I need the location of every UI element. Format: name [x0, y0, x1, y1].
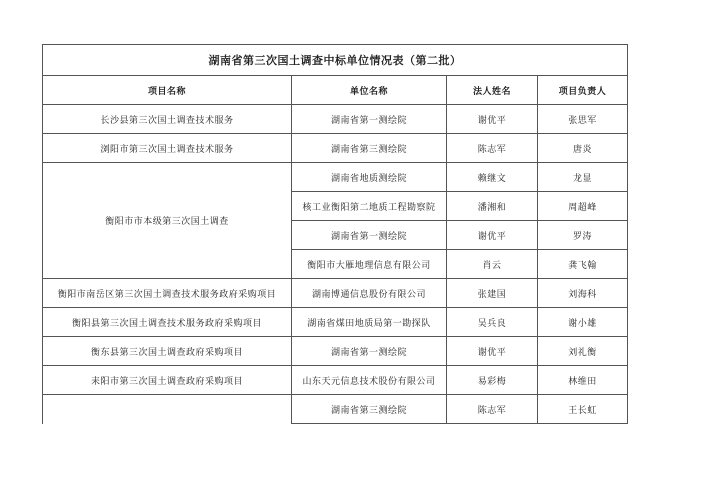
legal-rep-cell: 陈志军: [447, 134, 538, 163]
project-lead-cell: 龙显: [538, 163, 628, 192]
legal-rep-cell: 赖继文: [447, 163, 538, 192]
project-lead-cell: 周超峰: [538, 192, 628, 221]
table-title-row: [43, 45, 628, 76]
legal-rep-cell: 陈志军: [447, 395, 538, 424]
legal-rep-cell: 谢优平: [447, 221, 538, 250]
project-lead-cell: 王长虹: [538, 395, 628, 424]
header-legal-rep: 法人姓名: [447, 76, 538, 105]
legal-rep-cell: 张建国: [447, 279, 538, 308]
unit-name-cell: 湖南省煤田地质局第一勘探队: [292, 308, 447, 337]
unit-name-cell: 湖南省第三测绘院: [292, 134, 447, 163]
unit-name-cell: 湖南省第一测绘院: [292, 221, 447, 250]
document-sheet: [42, 44, 628, 424]
project-name-cell: [43, 395, 292, 424]
legal-rep-cell: 谢优平: [447, 337, 538, 366]
unit-name-cell: 湖南省第一测绘院: [292, 337, 447, 366]
page-cutoff: [40, 424, 640, 504]
project-name-cell: 衡阳市南岳区第三次国土调查技术服务政府采购项目: [43, 279, 292, 308]
project-lead-cell: 龚飞翰: [538, 250, 628, 279]
project-lead-cell: 唐炎: [538, 134, 628, 163]
project-lead-cell: 张思军: [538, 105, 628, 134]
project-name-cell: 长沙县第三次国土调查技术服务: [43, 105, 292, 134]
unit-name-cell: 核工业衡阳第二地质工程勘察院: [292, 192, 447, 221]
table-row: [43, 134, 628, 163]
project-lead-cell: 刘礼衡: [538, 337, 628, 366]
table-row: [43, 337, 628, 366]
table-row: [43, 366, 628, 395]
winning-units-table: [42, 44, 628, 424]
unit-name-cell: 湖南博通信息股份有限公司: [292, 279, 447, 308]
table-title: 湖南省第三次国土调查中标单位情况表（第二批）: [43, 45, 628, 76]
project-name-merged-cell: 衡阳市市本级第三次国土调查: [43, 163, 292, 279]
table-row: [43, 279, 628, 308]
header-unit-name: 单位名称: [292, 76, 447, 105]
header-project-lead: 项目负责人: [538, 76, 628, 105]
unit-name-cell: 衡阳市大雁地理信息有限公司: [292, 250, 447, 279]
project-lead-cell: 刘海科: [538, 279, 628, 308]
unit-name-cell: 湖南省地质测绘院: [292, 163, 447, 192]
project-name-cell: 衡东县第三次国土调查政府采购项目: [43, 337, 292, 366]
project-lead-cell: 谢小雄: [538, 308, 628, 337]
legal-rep-cell: 谢优平: [447, 105, 538, 134]
project-name-cell: 耒阳市第三次国土调查政府采购项目: [43, 366, 292, 395]
project-name-cell: 浏阳市第三次国土调查技术服务: [43, 134, 292, 163]
legal-rep-cell: 吴兵良: [447, 308, 538, 337]
table-header-row: [43, 76, 628, 105]
table-row: [43, 105, 628, 134]
project-lead-cell: 林维田: [538, 366, 628, 395]
legal-rep-cell: 潘湘和: [447, 192, 538, 221]
project-lead-cell: 罗涛: [538, 221, 628, 250]
legal-rep-cell: 易彩梅: [447, 366, 538, 395]
unit-name-cell: 山东天元信息技术股份有限公司: [292, 366, 447, 395]
unit-name-cell: 湖南省第一测绘院: [292, 105, 447, 134]
unit-name-cell: 湖南省第三测绘院: [292, 395, 447, 424]
table-row: [43, 395, 628, 424]
header-project-name: 项目名称: [43, 76, 292, 105]
table-row: [43, 308, 628, 337]
project-name-cell: 衡阳县第三次国土调查技术服务政府采购项目: [43, 308, 292, 337]
table-row: [43, 163, 628, 192]
legal-rep-cell: 肖云: [447, 250, 538, 279]
